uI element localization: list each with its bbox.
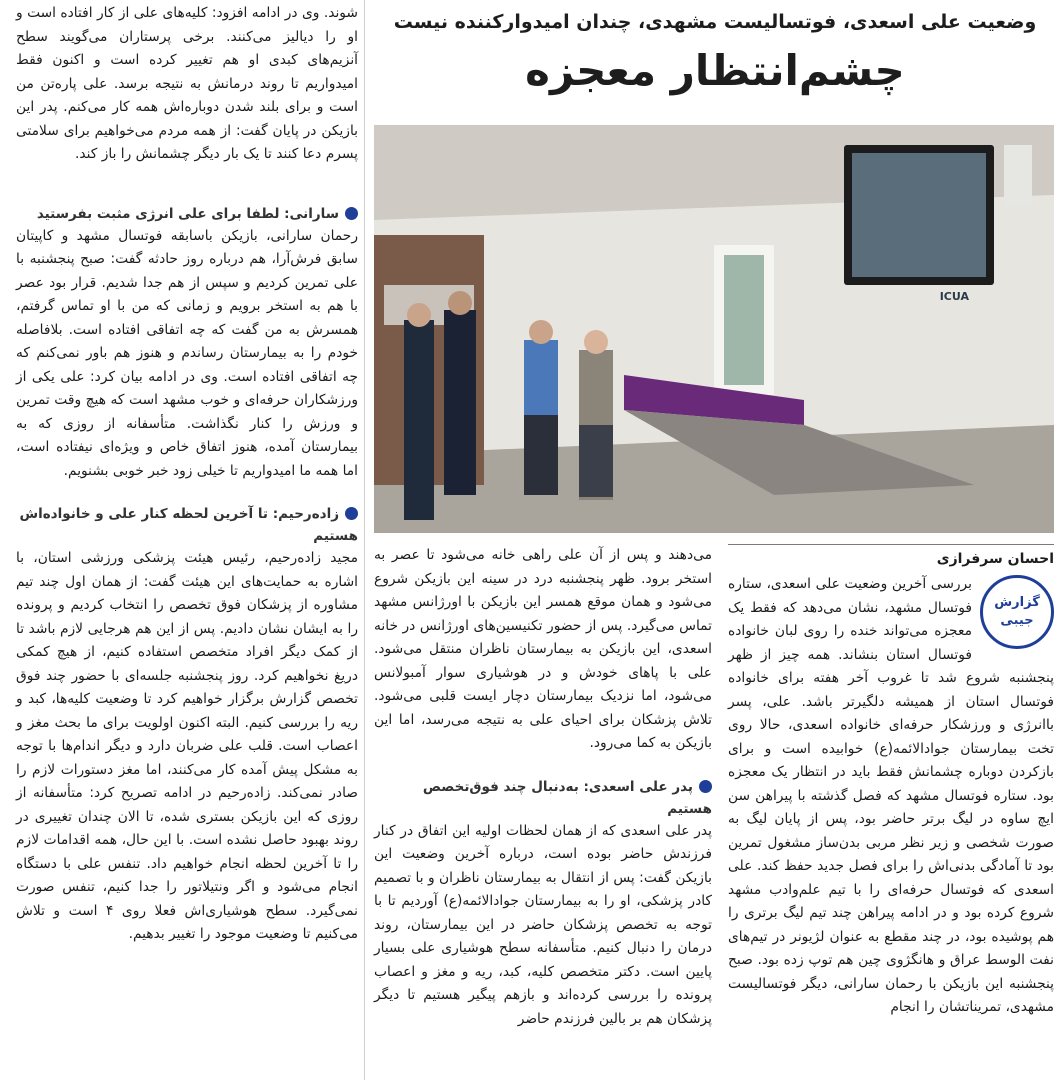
left-column [16, 0, 358, 947]
section-text-zadehrahim: مجید زاده‌رحیم، رئیس هیئت پزشکی ورزشی استان، با اشاره به حمایت‌های این هیئت گفت: از همان اول چند تیم مشاوره از پزشکان فوق تخصص را انتخاب کردیم و پرونده را به ایشان نشان دادیم. پس از این هم هرجایی لازم باشد تا از کمک دیگر افراد متخصص استفاده کنیم، از هیچ کمکی دریغ نخواهیم کرد. روز پنجشنبه جلسه‌ای با حضور چند فوق تخصص گزارش برگزار خواهیم کرد تا وضعیت کلیه‌ها، کبد و ریه را بررسی کنیم. البته اکنون اولویت برای ما بحث مغز و اعصاب است. قلب علی ضربان دارد و دیگر اندام‌ها با توجه به مشکل پیش آمده کار می‌کنند، اما مغز دستورات لازم را صادر نمی‌کند. زاده‌رحیم در ادامه تصریح کرد: متأسفانه از روزی که این بازیکن بستری شده، تا الان چندان تغییری در روند بهبود حاصل نشده است. با این حال، همه اقدامات لازم را تا آخرین لحظه انجام خواهیم داد. تنفس علی با دستگاه انجام می‌شود و اگر ونتیلاتور را جدا کنیم، تنفس صورت نمی‌گیرد. سطح هوشیاری‌اش فعلا روی ۴ است و تلاش می‌کنیم تا وضعیت موجود را تغییر بدهیم. [16, 550, 358, 942]
lead-column [728, 544, 1054, 1020]
report-badge: گزارش جیبی [980, 575, 1054, 649]
section-title-sarani: سارانی: لطفا برای علی انرژی مثبت بفرستید [16, 203, 358, 225]
section-text-sarani: رحمان سارانی، بازیکن باسابقه فوتسال مشهد و کاپیتان سابق فرش‌آرا، هم درباره روز حادثه گفت: صبح پنجشنبه با علی تمرین کردیم و سپس از هم جدا شدیم. قرار بود عصر با هم به استخر برویم و زمانی که من با او تماس گرفتم، همسرش به من گفت که چه اتفاقی افتاده است. بلافاصله خودم را به بیمارستان رساندم و هنوز هم باور نمی‌کنم که چه اتفاقی افتاده است. وی در ادامه بیان کرد: علی یکی از ورزشکاران حرفه‌ای و خوب مشهد است که هیچ وقت تمرین و ورزش را کنار نگذاشت. متأسفانه از روزی که به بیمارستان آمده، هنوز اتفاق خاص و ویژه‌ای نیفتاده است، اما همه ما امیدواریم تا خیلی زود خبر خوبی بشنویم. [16, 227, 358, 479]
bullet-icon [345, 207, 358, 220]
intro-paragraph: شوند. وی در ادامه افزود: کلیه‌های علی از کار افتاده است و او را دیالیز می‌کنند. برخی پرستاران می‌گویند سطح آنزیم‌های کبدی او هم تغییر کرده است و اکنون فقط امیدواریم تا روند درمانش به نتیجه برسد. علی پاره‌تن من است و برای بلند شدن دوباره‌اش همه کار می‌کنم. پدر این بازیکن در پایان گفت: از همه مردم می‌خواهیم برای سلامتی پسرم دعا کنند تا یک بار دیگر چشمانش را باز کند. [16, 5, 358, 162]
article-kicker: وضعیت علی اسعدی، فوتسالیست مشهدی، چندان امیدوارکننده نیست [393, 11, 1037, 33]
article-headline: چشم‌انتظار معجزه [525, 46, 905, 95]
middle-text: می‌دهند و پس از آن علی راهی خانه می‌شود تا عصر به استخر برود. ظهر پنجشنبه درد در سینه این بازیکن شروع می‌شود و همان موقع همسر این بازیکن با اورژانس مشهد تماس می‌گیرد. پس از حضور تکنیسین‌های اورژانس در خانه اسعدی، این بازیکن به بیمارستان ناظران منتقل می‌شود. علی با پاهای خودش و در هوشیاری سوار آمبولانس می‌شود، اما نزدیک بیمارستان دچار ایست قلبی می‌شود. تلاش پزشکان برای احیای علی به نتیجه می‌رسد، اما این بازیکن به کما می‌رود. [374, 547, 712, 751]
bullet-icon [345, 507, 358, 520]
section-text-father: پدر علی اسعدی که از همان لحظات اولیه این اتفاق در کنار فرزندش حاضر بوده است، درباره آخرین وضعیت این بازیکن گفت: پس از انتقال به بیمارستان ناظران و با تصمیم کادر پزشکی، او را به بیمارستان جوادالائمه(ع) آوردیم تا با توجه به تخصص پزشکان حاضر در این بیمارستان، روند درمان را دنبال کنیم. متأسفانه سطح هوشیاری علی بسیار پایین است. دکتر متخصص کلیه، کبد، ریه و مغز و اعصاب پرونده را بررسی کرده‌اند و بازهم پیگیر هستیم تا دیگر پزشکان هم بر بالین فرزندم حاضر [374, 822, 712, 1027]
section-title-father: پدر علی اسعدی: به‌دنبال چند فوق‌تخصص هستیم [422, 778, 712, 817]
section-title-zadehrahim: زاده‌رحیم: تا آخرین لحظه کنار علی و خانواده‌اش هستیم [19, 506, 358, 544]
author-byline: احسان سرفرازی [728, 544, 1054, 569]
hospital-photo [374, 125, 1054, 533]
lead-text: بررسی آخرین وضعیت علی اسعدی، ستاره فوتسال مشهد، نشان می‌دهد که فقط یک معجزه می‌تواند خنده را روی لبان خانواده فوتسال استان بنشاند. همه چیز از ظهر پنجشنبه شروع شد تا غروب آخر هفته برای خانواده فوتسال استان از همیشه دلگیرتر باشد. علی، پسر باانرژی و ورزشکار حرفه‌ای خانواده اسعدی، حالا روی تخت بیمارستان جوادالائمه(ع) خوابیده است و برای بازکردن دوباره چشمانش فقط باید در انتظار یک معجزه بود. ستاره فوتسال مشهد که فصل گذشته با پیراهن سن ایچ ساوه در لیگ برتر حاضر بود، پس از پایان لیگ به صورت شخصی و زیر نظر مربی بدن‌ساز مشغول تمرین بود تا آمادگی بدنی‌اش را برای فصل جدید حفظ کند. علی اسعدی که فوتسال حرفه‌ای را با تیم علم‌وادب مشهد شروع کرده بود و در ادامه پیراهن چند تیم لیگ برتری را هم پوشیده بود، در چند مقطع به عنوان لژیونر در تیم‌های نفت الوسط عراق و هانگژوی چین هم توپ زده بود. صبح پنجشنبه این بازیکن با رحمان سارانی، دیگر فوتسالیست مشهدی، تمریناتشان را انجام [728, 576, 1054, 1015]
icu-sign: ICUA [939, 290, 969, 303]
main-article [374, 0, 1056, 1027]
bullet-icon [699, 780, 712, 793]
column-divider [364, 0, 365, 1080]
middle-column [374, 544, 712, 1031]
